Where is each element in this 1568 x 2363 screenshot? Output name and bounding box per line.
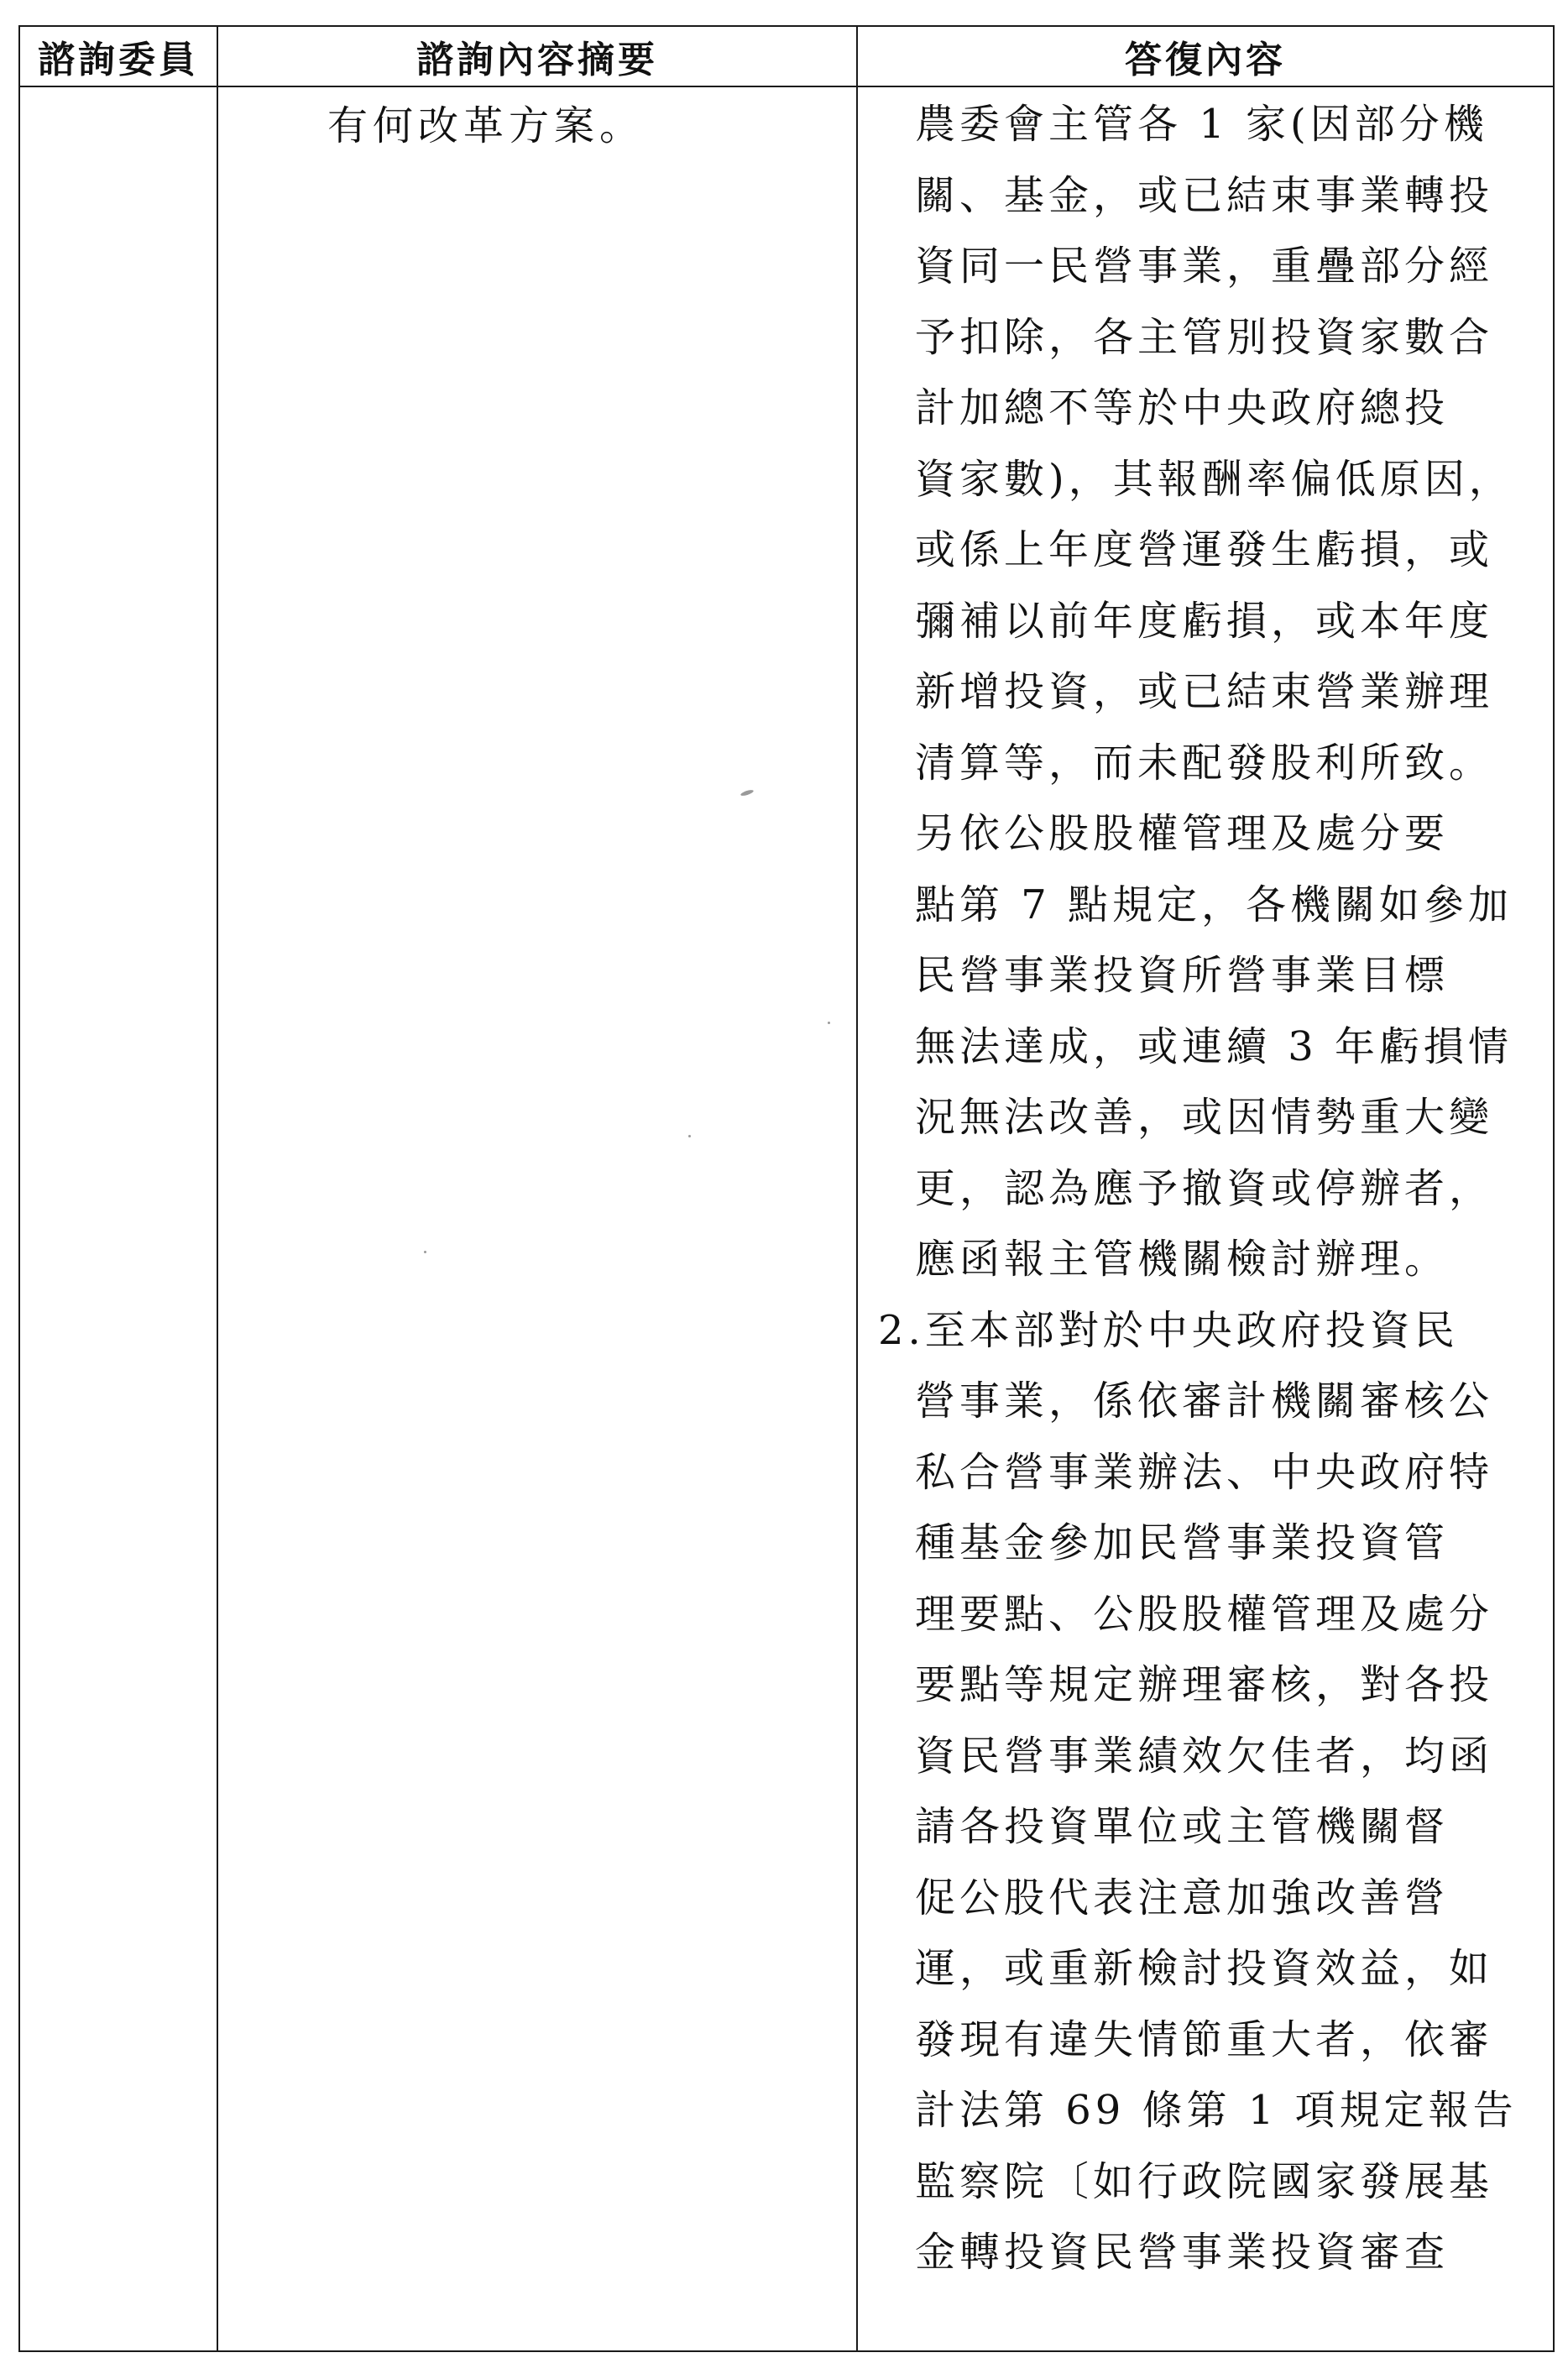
scan-speck	[424, 1251, 426, 1253]
reply-line: 或係上年度營運發生虧損，或	[915, 526, 1494, 573]
reply-line: 金轉投資民營事業投資審查	[915, 2229, 1450, 2276]
reply-line: 運，或重新檢討投資效益，如	[915, 1945, 1494, 1992]
header-summary: 諮詢內容摘要	[217, 26, 857, 86]
reply-line: 清算等，而未配發股利所致。	[915, 739, 1494, 787]
reply-line: 營事業，係依審計機關審核公	[915, 1378, 1494, 1425]
reply-line: 促公股代表注意加強改善營	[915, 1874, 1450, 1921]
reply-line: 發現有違失情節重大者，依審	[915, 2015, 1494, 2063]
table-header-row	[19, 26, 1554, 86]
table-row	[19, 86, 1554, 2351]
reply-line: 況無法改善，或因情勢重大變	[915, 1094, 1494, 1141]
reply-line: 民營事業投資所營事業目標	[915, 952, 1450, 999]
reply-line: 應函報主管機關檢討辦理。	[915, 1236, 1450, 1283]
reply-line: 資同一民營事業，重疊部分經	[915, 243, 1494, 290]
reply-line: 無法達成，或連續 3 年虧損情	[915, 1022, 1513, 1070]
scan-speck	[688, 1135, 691, 1137]
reply-line: 農委會主管各 1 家(因部分機	[915, 101, 1488, 148]
reply-line: 計加總不等於中央政府總投	[915, 384, 1450, 431]
reply-line: 資民營事業績效欠佳者，均函	[915, 1732, 1494, 1780]
reply-text-block	[858, 87, 1553, 2288]
reply-line: 請各投資單位或主管機關督	[915, 1803, 1450, 1850]
scan-speck	[828, 1022, 830, 1024]
header-reply: 答復內容	[857, 26, 1554, 86]
reply-line: 資家數)，其報酬率偏低原因，	[915, 455, 1513, 503]
reply-line: 私合營事業辦法、中央政府特	[915, 1448, 1494, 1496]
summary-text: 有何改革方案。	[327, 102, 645, 149]
reply-line: 彌補以前年度虧損，或本年度	[915, 597, 1494, 645]
reply-cell	[857, 86, 1554, 2351]
reply-line: 計法第 69 條第 1 項規定報告	[915, 2087, 1518, 2134]
reply-line: 新增投資，或已結束營業辦理	[915, 668, 1494, 715]
summary-cell	[217, 86, 857, 2351]
reply-line: 種基金參加民營事業投資管	[915, 1519, 1450, 1566]
header-member: 諮詢委員	[19, 26, 217, 86]
reply-line: 2.至本部對於中央政府投資民	[878, 1306, 1459, 1354]
reply-line: 點第 7 點規定，各機關如參加	[915, 881, 1513, 928]
reply-line: 予扣除，各主管別投資家數合	[915, 313, 1494, 361]
member-cell	[19, 86, 217, 2351]
reply-line: 關、基金，或已結束事業轉投	[915, 171, 1494, 219]
reply-line: 監察院〔如行政院國家發展基	[915, 2157, 1494, 2205]
reply-line: 要點等規定辦理審核，對各投	[915, 1661, 1494, 1708]
consultation-reply-table	[18, 25, 1555, 2352]
reply-line: 另依公股股權管理及處分要	[915, 810, 1450, 857]
reply-line: 理要點、公股股權管理及處分	[915, 1590, 1494, 1638]
reply-line: 更，認為應予撤資或停辦者，	[915, 1164, 1494, 1212]
